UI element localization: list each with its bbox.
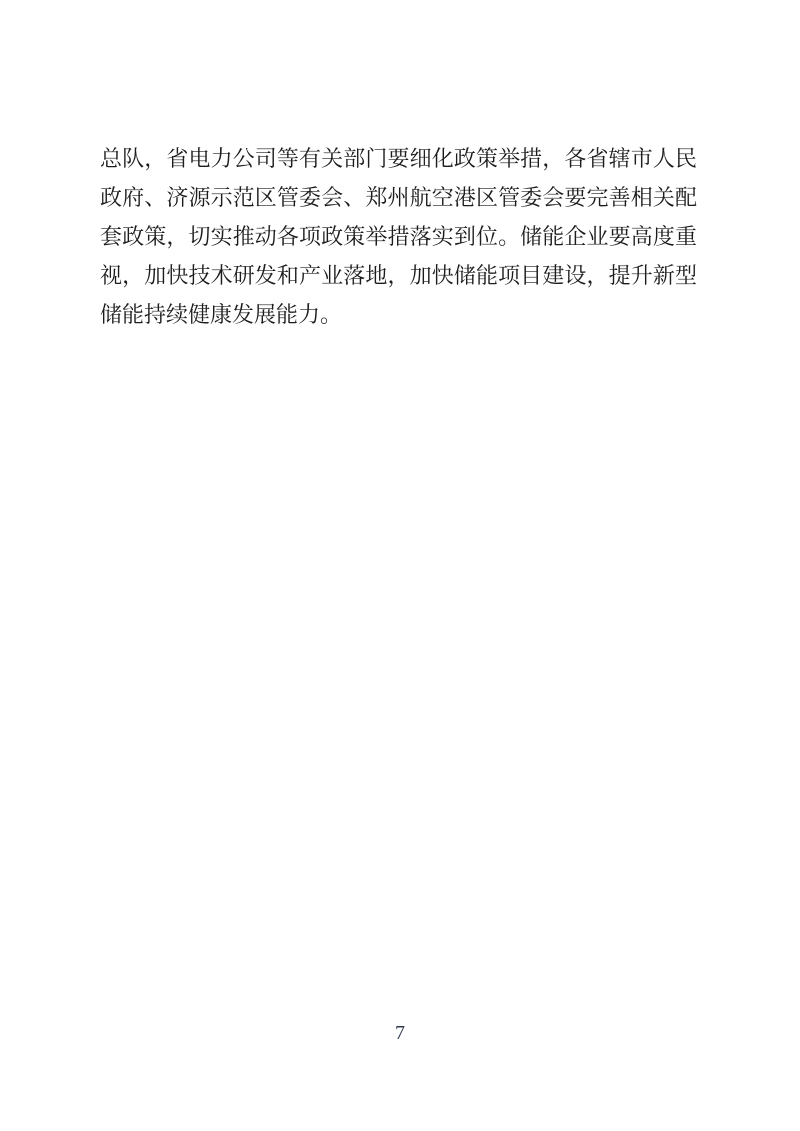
text-line-4: 视，加快技术研发和产业落地，加快储能项目建设，提升新型: [100, 263, 697, 288]
paragraph: [100, 139, 697, 334]
text-line-2: 政府、济源示范区管委会、郑州航空港区管委会要完善相关配: [100, 185, 697, 210]
text-line-3: 套政策，切实推动各项政策举措落实到位。储能企业要高度重: [100, 224, 697, 249]
page-number: 7: [395, 1022, 405, 1044]
text-line-5: 储能持续健康发展能力。: [100, 302, 343, 327]
text-line-1: 总队，省电力公司等有关部门要细化政策举措，各省辖市人民: [100, 146, 697, 171]
